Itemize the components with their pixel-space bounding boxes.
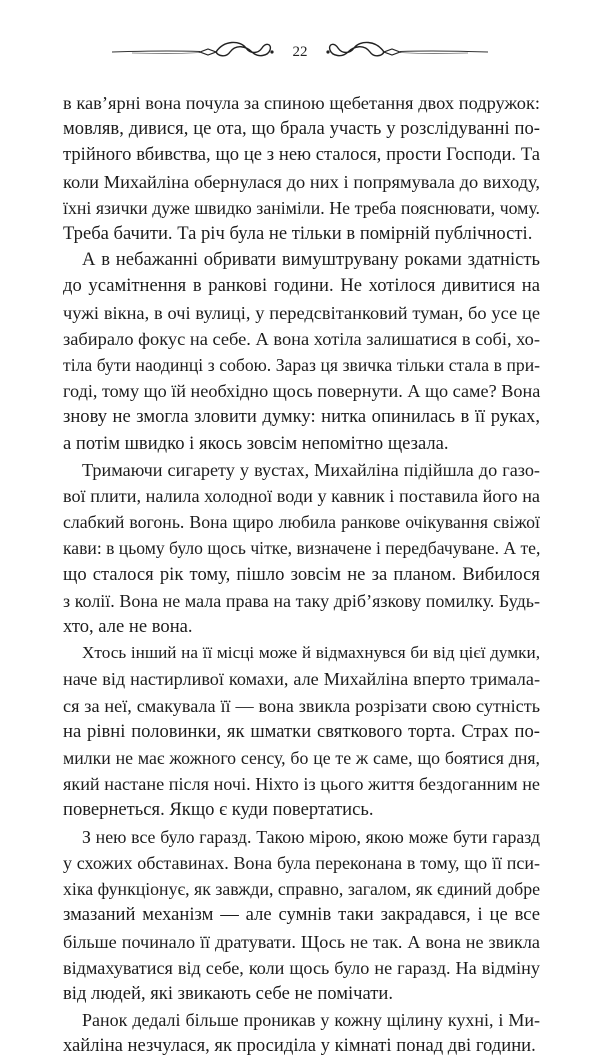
text-line: їхні язички дуже швидко заніміли. Не треба пояснювати, чому. <box>63 197 540 218</box>
text-line: Треба бачити. Та річ була не тільки в помірній публічності. <box>63 223 533 245</box>
text-line: наче від настирливої комахи, але Михайліна вперто тримала- <box>63 669 540 690</box>
text-line: Ранок дедалі більше проникав у кожну щілину кухні, і Ми- <box>82 1010 540 1031</box>
text-line: А в небажанні обривати вимуштрувану роками здатність <box>82 249 540 271</box>
text-line: до усамітнення в ранкові години. Не хотілося дивитися на <box>63 275 540 297</box>
text-line: повернеться. Якщо є куди повертатись. <box>63 799 374 821</box>
text-line: в кав’ярні вона почула за спиною щебетання двох подружок: <box>63 93 540 113</box>
text-line: Хтось інший на її місці може й відмахнувся би від цієї думки, <box>82 643 540 663</box>
text-line: знову не змогла зловити думку: нитка опинилась в її руках, <box>63 406 540 428</box>
text-line: хіка функціонує, як завжди, справно, загалом, як єдиний добре <box>63 879 540 900</box>
text-line: а потім швидко і якось зовсім непомітно щезала. <box>63 432 449 454</box>
text-line: відмахуватися від себе, коли щось було не гаразд. На відміну <box>63 957 540 978</box>
text-line: на рівні половинки, як шматки святкового торта. Страх по- <box>63 720 540 742</box>
text-line: у схожих обставинах. Вона була переконана в тому, що її пси- <box>63 852 540 873</box>
text-line: з колії. Вона не мала права на таку дріб’язкову помилку. Будь- <box>63 590 540 611</box>
text-line: що сталося рік тому, пішло зовсім не за планом. Вибилося <box>63 563 540 585</box>
paragraph <box>63 824 540 1007</box>
paragraph <box>63 247 540 457</box>
text-line: кави: в цьому було щось чітке, визначене і передбачуване. А те, <box>63 538 541 559</box>
paragraph <box>63 457 540 640</box>
text-line: який настане після ночі. Ніхто із цього життя бездоганним не <box>63 774 540 795</box>
text-line: чужі вікна, в очі вулиці, у передсвітанковий туман, бо усе це <box>63 302 540 323</box>
text-line: тіла бути наодинці з собою. Зараз ця звичка тільки стала в при- <box>63 355 540 376</box>
text-line: хто, але не вона. <box>63 616 193 638</box>
text-line: трійного вбивства, що це з нею сталося, прости Господи. Та <box>63 144 540 166</box>
page-header <box>112 36 488 70</box>
paragraph <box>63 640 540 823</box>
text-line: мовляв, дивися, це ота, що брала участь у розслідуванні по- <box>63 118 540 140</box>
text-line: змазаний механізм — але сумнів таки закрадався, і це все <box>63 904 540 926</box>
text-line: годі, тому що їй необхідно щось повернути. А що саме? Вона <box>63 381 541 402</box>
paragraph <box>63 90 540 247</box>
text-line: слабкий вогонь. Вона щиро любила ранкове очікування свіжої <box>63 512 540 533</box>
page-number: 22 <box>292 44 308 60</box>
text-line: милки не має жожного сенсу, бо це те ж саме, що боятися дня, <box>63 748 540 769</box>
text-line: Тримаючи сигарету у вустах, Михайліна підійшла до газо- <box>82 459 540 480</box>
text-line: забирало фокус на себе. А вона хотіла залишатися в собі, хо- <box>63 328 540 349</box>
text-line: коли Михайліна обернулася до них і попрямувала до виходу, <box>63 171 540 192</box>
text-line: З нею все було гаразд. Такою мірою, якою може бути гаразд <box>82 826 540 847</box>
text-line: ся за неї, смакувала її — вона звикла розрізати свою сутність <box>63 695 540 716</box>
text-line: більше починало її дратувати. Щось не так. А вона не звикла <box>63 931 540 952</box>
text-line: хайліна незчулася, як просиділа у кімнаті понад дві години. <box>63 1035 536 1057</box>
text-line: від людей, які звикають себе не помічати. <box>63 982 393 1004</box>
body-text <box>63 90 540 1060</box>
paragraph <box>63 1007 540 1059</box>
text-line: вої плити, налила холодної води у кавник і поставила його на <box>63 486 540 507</box>
